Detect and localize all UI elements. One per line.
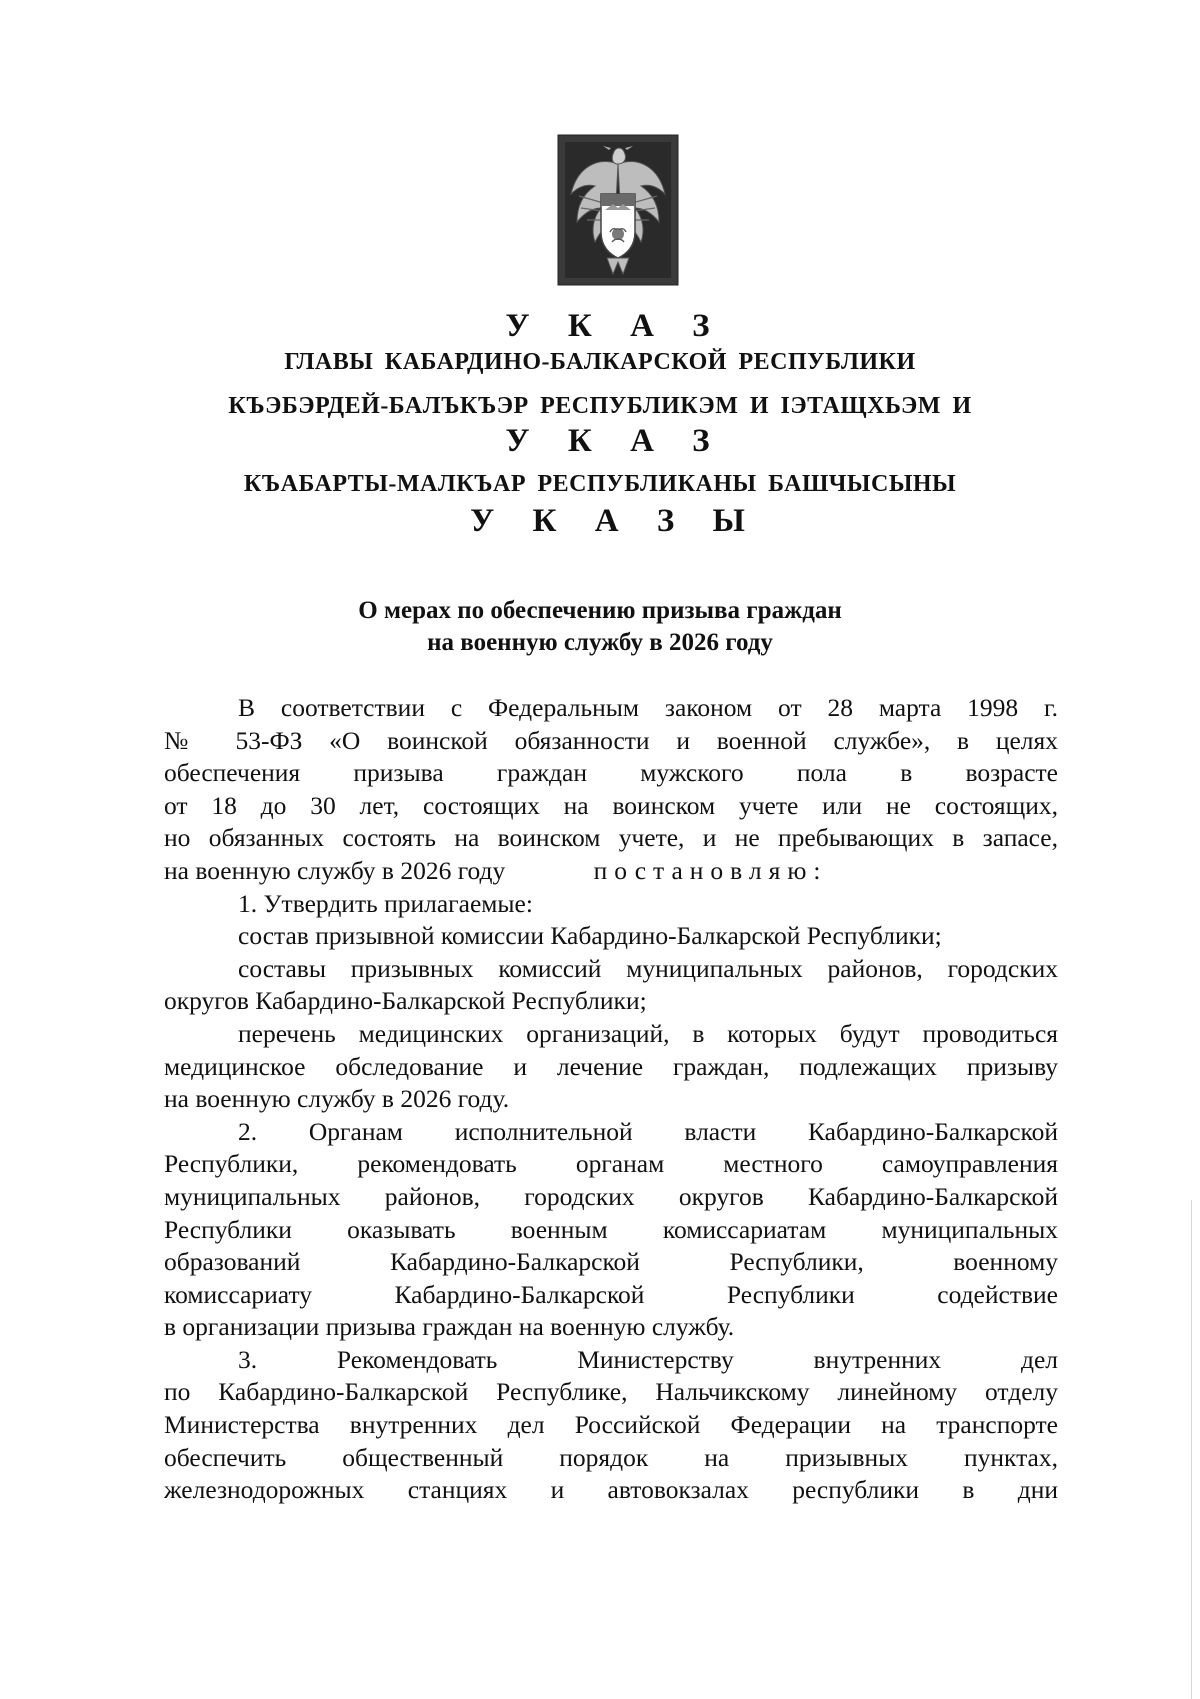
decree-body — [164, 692, 1058, 1507]
item-3-line: обеспечить общественный порядок на призывных пунктах, — [164, 1442, 1058, 1472]
item-2-line: в организации призыва граждан на военную службу. — [164, 1312, 735, 1342]
decree-heading-2: У К А З — [505, 423, 725, 459]
decree-operative-word: постановляю: — [593, 855, 828, 885]
decree-heading-1: У К А З — [505, 308, 725, 344]
decree-issuer-russian: ГЛАВЫ КАБАРДИНО-БАЛКАРСКОЙ РЕСПУБЛИКИ — [284, 349, 916, 375]
item-1-c-line: на военную службу в 2026 году. — [164, 1084, 510, 1114]
item-2-line: 2. Органам исполнительной власти Кабардино-Балкарской — [238, 1116, 1058, 1146]
preamble-paragraph — [164, 692, 1058, 888]
preamble-last-text: на военную службу в 2026 году — [164, 855, 506, 885]
item-1-intro: 1. Утвердить прилагаемые: — [238, 888, 533, 918]
decree-issuer-kabardian: КЪЭБЭРДЕЙ-БАЛЪКЪЭР РЕСПУБЛИКЭМ И IЭТАЩХЬЭМ И — [228, 393, 972, 419]
preamble-line: от 18 до 30 лет, состоящих на воинском учете или не состоящих, — [164, 790, 1058, 820]
preamble-line: но обязанных состоять на воинском учете, и не пребывающих в запасе, — [164, 823, 1058, 853]
decree-title — [250, 595, 950, 659]
item-3-line: 3. Рекомендовать Министерству внутренних дел — [238, 1344, 1058, 1374]
item-1-c-line: медицинское обследование и лечение граждан, подлежащих призыву — [164, 1051, 1058, 1081]
decree-issuer-balkarian: КЪАБАРТЫ-МАЛКЪАР РЕСПУБЛИКАНЫ БАШЧЫСЫНЫ — [243, 471, 957, 497]
item-3-line: по Кабардино-Балкарской Республике, Нальчикскому линейному отделу — [164, 1377, 1058, 1407]
item-3-line: Министерства внутренних дел Российской Федерации на транспорте — [164, 1410, 1058, 1440]
preamble-line: В соответствии с Федеральным законом от 28 марта 1998 г. — [238, 693, 1058, 722]
item-1-b-line: составы призывных комиссий муниципальных районов, городских — [238, 953, 1058, 983]
scan-edge-line — [1191, 1200, 1192, 1699]
decree-title-line-2: на военную службу в 2026 году — [427, 629, 773, 656]
item-1-b-line: округов Кабардино-Балкарской Республики; — [164, 986, 647, 1016]
item-2-line: Республики, рекомендовать органам местного самоуправления — [164, 1149, 1058, 1179]
item-1-a: состав призывной комиссии Кабардино-Балкарской Республики; — [238, 921, 942, 951]
coat-of-arms-emblem — [557, 134, 679, 286]
preamble-line: обеспечения призыва граждан мужского пола в возрасте — [164, 758, 1058, 788]
decree-title-line-1: О мерах по обеспечению призыва граждан — [358, 597, 842, 624]
item-2-line: Республики оказывать военным комиссариатам муниципальных — [164, 1214, 1058, 1244]
item-1-c-line: перечень медицинских организаций, в которых будут проводиться — [238, 1018, 1058, 1048]
preamble-line: № 53-ФЗ «О воинской обязанности и военной службе», в целях — [164, 725, 1058, 755]
item-2-line: образований Кабардино-Балкарской Республики, военному — [164, 1247, 1058, 1277]
item-2-line: комиссариату Кабардино-Балкарской Республики содействие — [164, 1279, 1058, 1309]
item-3-line: железнодорожных станциях и автовокзалах республики в дни — [164, 1475, 1058, 1505]
preamble-line-last — [164, 855, 1058, 888]
item-2-line: муниципальных районов, городских округов Кабардино-Балкарской — [164, 1181, 1058, 1211]
decree-heading-3: У К А З Ы — [470, 503, 760, 539]
